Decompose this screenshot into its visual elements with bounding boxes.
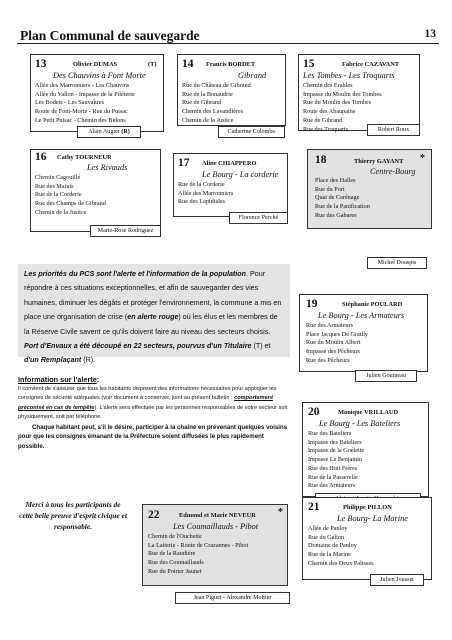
sector-number: 21 bbox=[308, 501, 320, 513]
street: Chemin des Deux Palisses bbox=[308, 559, 374, 567]
street: Place Jacques De Grailly bbox=[306, 330, 369, 338]
street: Impasse Le Benjamin bbox=[308, 456, 362, 464]
street: Chemin Cagouillé bbox=[35, 174, 81, 181]
street: Rue du Poirier Jaunet bbox=[148, 567, 202, 575]
sector-16-box bbox=[30, 149, 161, 232]
street: Chemin des Erables bbox=[303, 82, 353, 89]
sector-holder-name: Philippe PILLON bbox=[343, 504, 392, 511]
alert-info-section bbox=[18, 374, 290, 474]
priorities-paragraph: Les priorités du PCS sont l'alerte et l'information de la population. Pour répondre à ces situations exceptionnelles, et afin de sauvegarder des vies humaines, diminuer les dégâts et protéger l'environnement, la commune a mis en place une organisation de crise (en alerte rouge) où les élus et les membres de la Réserve Civile savent ce qu'ils doivent faire au niveau des secteurs choisis. Port d'Envaux a été découpé en 22 secteurs, pourvus d'un Titulaire (T) et d'un Remplaçant (R). bbox=[18, 264, 290, 357]
sector-number: 14 bbox=[182, 58, 194, 70]
sector-holder-name: Fabrice CAZAVANT bbox=[342, 61, 400, 68]
street: Rue des Marais bbox=[35, 182, 74, 190]
substitute-label: Marie-Rose Rodriguez bbox=[90, 225, 161, 237]
street: Chemin de la Justice bbox=[35, 208, 87, 216]
sector-zone: Le Bourg - La corderie bbox=[202, 170, 279, 179]
street: Chemin de la Justice bbox=[182, 116, 234, 124]
sector-number: 17 bbox=[178, 157, 190, 169]
sector-holder-name: Olivier DUMAS bbox=[73, 61, 118, 68]
street: Rue du Château de Gibrand bbox=[182, 82, 251, 89]
sector-20-box bbox=[302, 402, 429, 497]
sector-holder-name: Stéphanie POULARD bbox=[342, 301, 403, 308]
street: Quai de Carénage bbox=[315, 194, 360, 202]
street: Rue de la Bonaudrie bbox=[182, 90, 233, 98]
sector-holder-name: Cathy TOURNEUR bbox=[57, 154, 112, 161]
substitute-label: Julien Jousset bbox=[370, 574, 424, 586]
sector-number: 15 bbox=[303, 58, 315, 70]
substitute-label: Robert Roux bbox=[367, 124, 420, 136]
sector-21-box bbox=[302, 497, 432, 580]
street-list bbox=[306, 322, 368, 366]
sector-13-box bbox=[30, 54, 164, 132]
street: Rue de la Raudière bbox=[148, 550, 196, 558]
street: Rue du Moulin Albert bbox=[306, 339, 361, 347]
sector-22-box bbox=[142, 504, 288, 586]
street: Impasse de la Goélette bbox=[308, 447, 365, 455]
street: Impasse du Moulin des Tombes bbox=[303, 90, 382, 98]
street: Rue des Troquarts bbox=[303, 125, 349, 133]
sector-zone: Centre-Bourg bbox=[370, 167, 416, 176]
street: Rue de la Corderie bbox=[178, 181, 225, 188]
alert-level: en alerte rouge bbox=[127, 313, 179, 322]
sector-19-box bbox=[299, 294, 428, 372]
sector-holder-name: Monique VRILLAUD bbox=[338, 409, 399, 416]
street: La Laiterie - Route de Crazannes - Pibot bbox=[148, 541, 249, 549]
street-list bbox=[315, 177, 370, 221]
street: Impasse des Pêcheurs bbox=[306, 348, 360, 356]
street: Place des Halles bbox=[315, 177, 356, 184]
street: Rue des Armateurs bbox=[306, 322, 354, 329]
sector-zone: Le Bourg- La Marine bbox=[337, 514, 408, 523]
sector-zone: Des Chauvins à Font Morte bbox=[53, 71, 146, 80]
page-number: 13 bbox=[424, 28, 436, 40]
street: Rue des Coumaillauds bbox=[148, 559, 204, 567]
substitute-tag: (R) bbox=[121, 129, 130, 135]
street: Rue des Pêcheurs bbox=[306, 356, 350, 364]
sector-holder-name: Francis BORDET bbox=[206, 61, 256, 68]
street: Les Bodets - Les Sauvaîtres bbox=[35, 99, 105, 107]
alert-info-body: Il convient de s'assurer que tous les habitants disposent des informations nécessaires pour appliquer les consignes de sécurité adéquates (voir document à conserver, joint au présent bulletin : comportement préconisé en cas de tempête). L'alerte sera effectuée par les personnes responsables de votre secteur soit physiquement, soit par téléphone. bbox=[18, 386, 288, 421]
coordinator-star: * bbox=[420, 153, 425, 164]
sector-zone: Le Bourg - Les Armateurs bbox=[318, 311, 405, 320]
sector-number: 13 bbox=[35, 58, 47, 70]
alert-info-title: Information sur l'alerte: bbox=[18, 375, 100, 384]
street-list bbox=[182, 82, 251, 126]
priorities-lead: Les priorités du PCS sont l'alerte et l'information de la population bbox=[24, 270, 247, 278]
substitute-label: Michel Douspis bbox=[367, 257, 427, 269]
street: Rue de Gibrand bbox=[303, 116, 343, 124]
street: Route des Abaupains bbox=[303, 108, 356, 116]
street-list bbox=[35, 174, 106, 218]
sector-zone: Les Tombes - Les Troquarts bbox=[303, 71, 395, 80]
street: Impasse des Bateliers bbox=[308, 438, 362, 446]
street: Allée des Marronniers bbox=[178, 189, 234, 197]
street: Allée des Marronniers - Les Chauvins bbox=[35, 82, 130, 89]
street: Rue du Port bbox=[315, 185, 345, 193]
street: Rue de Gibrand bbox=[182, 99, 222, 107]
sector-zone: Les Rivauds bbox=[87, 163, 128, 172]
substitute-label: Catherine Colombo bbox=[218, 126, 285, 138]
street: Rue de la Panification bbox=[315, 203, 370, 211]
street: Rue des Armateurs bbox=[308, 482, 356, 490]
sector-number: 16 bbox=[35, 151, 47, 163]
street-list bbox=[35, 82, 135, 126]
street: Rue des Gabares bbox=[315, 211, 357, 219]
sector-zone: Gibrand bbox=[238, 71, 267, 80]
street: Rue de la Marine bbox=[308, 551, 351, 559]
street: Rue du Galion bbox=[308, 533, 345, 541]
sector-number: 20 bbox=[308, 406, 320, 418]
sector-zone: Le Bourg - Les Bateliers bbox=[319, 419, 401, 428]
street: Chemin des Lavandières bbox=[182, 108, 244, 116]
alert-info-chain: Chaque habitant peut, s'il le désire, participer à la chaîne en prévenant quelques voisins pour que les consignes émanant de la Préfecture soient diffusées le plus rapidement possible. bbox=[18, 423, 288, 450]
sector-holder-name: Thierry GAYANT bbox=[354, 158, 404, 165]
street: Chemin de l'Ouchette bbox=[148, 533, 202, 540]
substitute-label: Jean Piguet - Alexandre Mottier bbox=[175, 592, 290, 604]
sector-17-box bbox=[173, 153, 288, 217]
sector-14-box bbox=[177, 54, 286, 126]
street: Allée du Vallon - Impasse de la Piléterie bbox=[35, 90, 135, 98]
sector-18-box bbox=[307, 149, 432, 229]
street: Rue des Lapidiales bbox=[178, 198, 226, 206]
street: Rue des Champs de Gibrand bbox=[35, 200, 106, 208]
sector-holder-name: Aline CHIAPPERO bbox=[202, 160, 257, 167]
street: Le Petit Puisac - Chemin des Bidons bbox=[35, 116, 126, 124]
thanks-note: Merci à tous les participants de cette belle preuve d'esprit civique et responsable. bbox=[19, 500, 127, 531]
street: Rue des Bateliers bbox=[308, 430, 352, 437]
substitute-label: Alain Augier (R) bbox=[77, 126, 141, 138]
substitute-label: Florence Perché bbox=[229, 212, 288, 224]
storm-guidance-link: comportement préconisé en cas de tempête bbox=[18, 395, 273, 411]
holder-tag: (T) bbox=[148, 61, 157, 68]
page-title: Plan Communal de sauvegarde bbox=[20, 28, 200, 43]
substitute-label: Julien Gouineau bbox=[355, 370, 417, 382]
sector-number: 18 bbox=[315, 154, 327, 166]
sector-number: 19 bbox=[306, 298, 318, 310]
coordinator-star: * bbox=[278, 507, 283, 518]
priorities-closing: Port d'Envaux a été découpé en 22 secteurs, pourvus d'un Titulaire bbox=[24, 342, 252, 351]
sector-zone: Les Coumaillauds - Pibot bbox=[173, 522, 259, 531]
street-list bbox=[178, 181, 233, 207]
street: Domaine de Panloy bbox=[308, 542, 357, 550]
street: Rue des Huit Frères bbox=[308, 464, 358, 472]
street: Rue du Moulin des Tombes bbox=[303, 99, 372, 107]
street: Route de Font-Morte - Rue du Puisac bbox=[35, 108, 128, 116]
street-list bbox=[308, 525, 373, 569]
sector-number: 22 bbox=[148, 509, 160, 521]
page-header bbox=[17, 28, 439, 44]
street: Rue de la Passerelle bbox=[308, 473, 358, 481]
sector-holder-name: Edmond et Marie NEVEUR bbox=[179, 512, 256, 519]
street: Allée de Panloy bbox=[308, 525, 348, 532]
street-list bbox=[308, 430, 364, 491]
sector-15-box bbox=[298, 54, 420, 131]
street-list bbox=[148, 533, 248, 577]
street: Rue de la Corderie bbox=[35, 191, 82, 199]
